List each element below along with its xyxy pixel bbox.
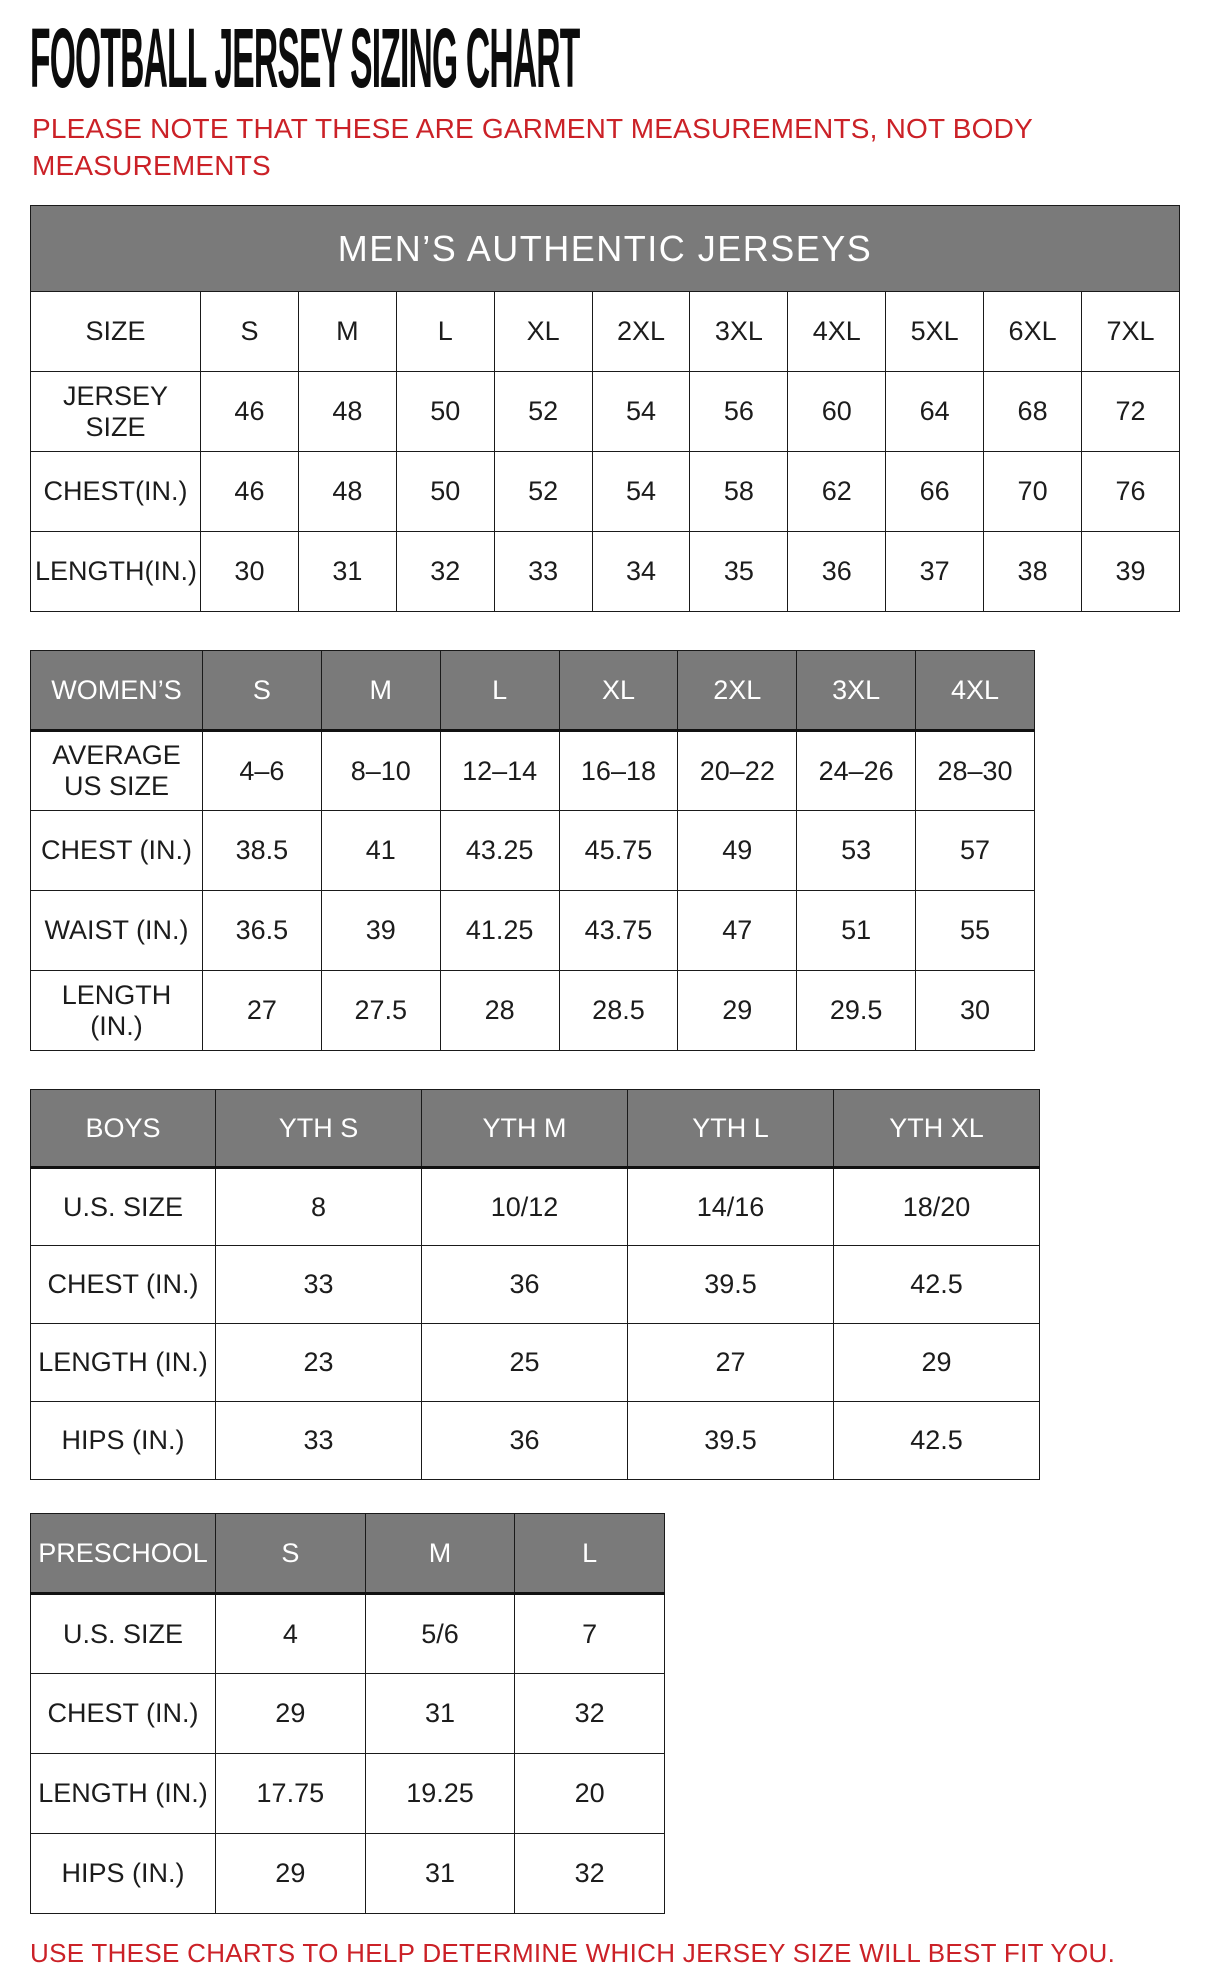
value-cell: 36 bbox=[422, 1246, 628, 1324]
value-cell: 27 bbox=[203, 971, 322, 1051]
value-cell: 46 bbox=[201, 452, 299, 532]
value-cell: 49 bbox=[678, 811, 797, 891]
header-label-cell: PRESCHOOL bbox=[31, 1514, 216, 1594]
row-label-cell: HIPS (IN.) bbox=[31, 1834, 216, 1914]
value-cell: 42.5 bbox=[834, 1246, 1040, 1324]
value-cell: 27 bbox=[628, 1324, 834, 1402]
value-cell: 29 bbox=[216, 1834, 366, 1914]
value-cell: 39 bbox=[321, 891, 440, 971]
sizing-grid bbox=[30, 1089, 1040, 1480]
column-header-cell: XL bbox=[494, 292, 592, 372]
value-cell: 28–30 bbox=[916, 731, 1035, 811]
mens-authentic-jerseys-table bbox=[30, 205, 1190, 612]
page-title: FOOTBALL JERSEY SIZING CHART bbox=[30, 11, 580, 105]
value-cell: 52 bbox=[494, 372, 592, 452]
column-header-row bbox=[31, 1090, 1040, 1168]
value-cell: 43.25 bbox=[440, 811, 559, 891]
value-cell: 27.5 bbox=[321, 971, 440, 1051]
value-cell: 56 bbox=[690, 372, 788, 452]
value-cell: 39 bbox=[1082, 532, 1180, 612]
value-cell: 4–6 bbox=[203, 731, 322, 811]
value-cell: 17.75 bbox=[216, 1754, 366, 1834]
table-row bbox=[31, 1754, 665, 1834]
table-row bbox=[31, 1246, 1040, 1324]
row-label-cell: U.S. SIZE bbox=[31, 1594, 216, 1674]
banner-row bbox=[31, 206, 1180, 292]
header-label-cell: SIZE bbox=[31, 292, 201, 372]
table-row bbox=[31, 1168, 1040, 1246]
value-cell: 29 bbox=[678, 971, 797, 1051]
row-label-cell: U.S. SIZE bbox=[31, 1168, 216, 1246]
row-label-cell: CHEST (IN.) bbox=[31, 1246, 216, 1324]
column-header-cell: 3XL bbox=[797, 651, 916, 731]
value-cell: 30 bbox=[916, 971, 1035, 1051]
table-row bbox=[31, 1834, 665, 1914]
table-row bbox=[31, 1402, 1040, 1480]
value-cell: 12–14 bbox=[440, 731, 559, 811]
column-header-cell: XL bbox=[559, 651, 678, 731]
row-label-cell: LENGTH (IN.) bbox=[31, 1754, 216, 1834]
column-header-row bbox=[31, 292, 1180, 372]
value-cell: 28.5 bbox=[559, 971, 678, 1051]
value-cell: 5/6 bbox=[365, 1594, 515, 1674]
value-cell: 32 bbox=[396, 532, 494, 612]
value-cell: 42.5 bbox=[834, 1402, 1040, 1480]
row-label-cell: CHEST(IN.) bbox=[31, 452, 201, 532]
value-cell: 76 bbox=[1082, 452, 1180, 532]
value-cell: 30 bbox=[201, 532, 299, 612]
value-cell: 48 bbox=[298, 372, 396, 452]
column-header-cell: L bbox=[396, 292, 494, 372]
column-header-cell: S bbox=[203, 651, 322, 731]
value-cell: 46 bbox=[201, 372, 299, 452]
boys-sizing-table bbox=[30, 1089, 1190, 1480]
column-header-cell: S bbox=[216, 1514, 366, 1594]
value-cell: 68 bbox=[984, 372, 1082, 452]
table-row bbox=[31, 372, 1180, 452]
column-header-cell: L bbox=[515, 1514, 665, 1594]
table-row bbox=[31, 1324, 1040, 1402]
sizing-grid bbox=[30, 1513, 665, 1914]
table-row bbox=[31, 811, 1035, 891]
column-header-cell: 2XL bbox=[592, 292, 690, 372]
value-cell: 18/20 bbox=[834, 1168, 1040, 1246]
table-row bbox=[31, 1674, 665, 1754]
value-cell: 66 bbox=[886, 452, 984, 532]
value-cell: 37 bbox=[886, 532, 984, 612]
column-header-cell: YTH S bbox=[216, 1090, 422, 1168]
value-cell: 19.25 bbox=[365, 1754, 515, 1834]
value-cell: 45.75 bbox=[559, 811, 678, 891]
value-cell: 57 bbox=[916, 811, 1035, 891]
value-cell: 62 bbox=[788, 452, 886, 532]
value-cell: 16–18 bbox=[559, 731, 678, 811]
value-cell: 31 bbox=[365, 1834, 515, 1914]
column-header-cell: 4XL bbox=[916, 651, 1035, 731]
value-cell: 36.5 bbox=[203, 891, 322, 971]
value-cell: 25 bbox=[422, 1324, 628, 1402]
value-cell: 33 bbox=[216, 1246, 422, 1324]
value-cell: 35 bbox=[690, 532, 788, 612]
value-cell: 32 bbox=[515, 1834, 665, 1914]
value-cell: 38.5 bbox=[203, 811, 322, 891]
value-cell: 47 bbox=[678, 891, 797, 971]
value-cell: 54 bbox=[592, 452, 690, 532]
row-label-cell: WAIST (IN.) bbox=[31, 891, 203, 971]
value-cell: 41 bbox=[321, 811, 440, 891]
header-label-cell: WOMEN’S bbox=[31, 651, 203, 731]
value-cell: 23 bbox=[216, 1324, 422, 1402]
value-cell: 72 bbox=[1082, 372, 1180, 452]
footer-note: USE THESE CHARTS TO HELP DETERMINE WHICH JERSEY SIZE WILL BEST FIT YOU. bbox=[30, 1938, 1116, 1969]
value-cell: 58 bbox=[690, 452, 788, 532]
value-cell: 4 bbox=[216, 1594, 366, 1674]
column-header-cell: 7XL bbox=[1082, 292, 1180, 372]
table-banner: MEN’S AUTHENTIC JERSEYS bbox=[31, 206, 1180, 292]
column-header-cell: L bbox=[440, 651, 559, 731]
table-row bbox=[31, 532, 1180, 612]
row-label-cell: CHEST (IN.) bbox=[31, 1674, 216, 1754]
value-cell: 52 bbox=[494, 452, 592, 532]
row-label-cell: LENGTH(IN.) bbox=[31, 532, 201, 612]
column-header-cell: M bbox=[365, 1514, 515, 1594]
row-label-cell: HIPS (IN.) bbox=[31, 1402, 216, 1480]
value-cell: 20 bbox=[515, 1754, 665, 1834]
value-cell: 36 bbox=[422, 1402, 628, 1480]
row-label-cell: AVERAGE US SIZE bbox=[31, 731, 203, 811]
column-header-cell: 2XL bbox=[678, 651, 797, 731]
column-header-row bbox=[31, 1514, 665, 1594]
value-cell: 36 bbox=[788, 532, 886, 612]
column-header-cell: M bbox=[321, 651, 440, 731]
value-cell: 20–22 bbox=[678, 731, 797, 811]
column-header-cell: YTH M bbox=[422, 1090, 628, 1168]
column-header-cell: 5XL bbox=[886, 292, 984, 372]
value-cell: 60 bbox=[788, 372, 886, 452]
value-cell: 55 bbox=[916, 891, 1035, 971]
value-cell: 33 bbox=[494, 532, 592, 612]
column-header-cell: S bbox=[201, 292, 299, 372]
value-cell: 31 bbox=[365, 1674, 515, 1754]
row-label-cell: CHEST (IN.) bbox=[31, 811, 203, 891]
value-cell: 32 bbox=[515, 1674, 665, 1754]
table-row bbox=[31, 1594, 665, 1674]
value-cell: 41.25 bbox=[440, 891, 559, 971]
preschool-sizing-table bbox=[30, 1513, 1190, 1914]
value-cell: 14/16 bbox=[628, 1168, 834, 1246]
row-label-cell: LENGTH (IN.) bbox=[31, 971, 203, 1051]
value-cell: 53 bbox=[797, 811, 916, 891]
table-row bbox=[31, 731, 1035, 811]
value-cell: 64 bbox=[886, 372, 984, 452]
value-cell: 7 bbox=[515, 1594, 665, 1674]
value-cell: 31 bbox=[298, 532, 396, 612]
column-header-row bbox=[31, 651, 1035, 731]
value-cell: 28 bbox=[440, 971, 559, 1051]
value-cell: 48 bbox=[298, 452, 396, 532]
table-row bbox=[31, 452, 1180, 532]
value-cell: 54 bbox=[592, 372, 690, 452]
column-header-cell: YTH L bbox=[628, 1090, 834, 1168]
value-cell: 38 bbox=[984, 532, 1082, 612]
value-cell: 50 bbox=[396, 372, 494, 452]
value-cell: 39.5 bbox=[628, 1402, 834, 1480]
value-cell: 34 bbox=[592, 532, 690, 612]
value-cell: 29 bbox=[216, 1674, 366, 1754]
value-cell: 70 bbox=[984, 452, 1082, 532]
value-cell: 43.75 bbox=[559, 891, 678, 971]
value-cell: 29 bbox=[834, 1324, 1040, 1402]
value-cell: 29.5 bbox=[797, 971, 916, 1051]
column-header-cell: M bbox=[298, 292, 396, 372]
column-header-cell: 6XL bbox=[984, 292, 1082, 372]
value-cell: 33 bbox=[216, 1402, 422, 1480]
column-header-cell: 3XL bbox=[690, 292, 788, 372]
table-row bbox=[31, 971, 1035, 1051]
header-label-cell: BOYS bbox=[31, 1090, 216, 1168]
row-label-cell: LENGTH (IN.) bbox=[31, 1324, 216, 1402]
value-cell: 10/12 bbox=[422, 1168, 628, 1246]
value-cell: 24–26 bbox=[797, 731, 916, 811]
garment-measurements-note: PLEASE NOTE THAT THESE ARE GARMENT MEASUREMENTS, NOT BODY MEASUREMENTS bbox=[32, 113, 1033, 182]
value-cell: 51 bbox=[797, 891, 916, 971]
value-cell: 8–10 bbox=[321, 731, 440, 811]
column-header-cell: 4XL bbox=[788, 292, 886, 372]
table-row bbox=[31, 891, 1035, 971]
row-label-cell: JERSEY SIZE bbox=[31, 372, 201, 452]
sizing-grid bbox=[30, 205, 1180, 612]
value-cell: 8 bbox=[216, 1168, 422, 1246]
sizing-grid bbox=[30, 650, 1035, 1051]
column-header-cell: YTH XL bbox=[834, 1090, 1040, 1168]
value-cell: 39.5 bbox=[628, 1246, 834, 1324]
value-cell: 50 bbox=[396, 452, 494, 532]
womens-sizing-table bbox=[30, 650, 1190, 1051]
